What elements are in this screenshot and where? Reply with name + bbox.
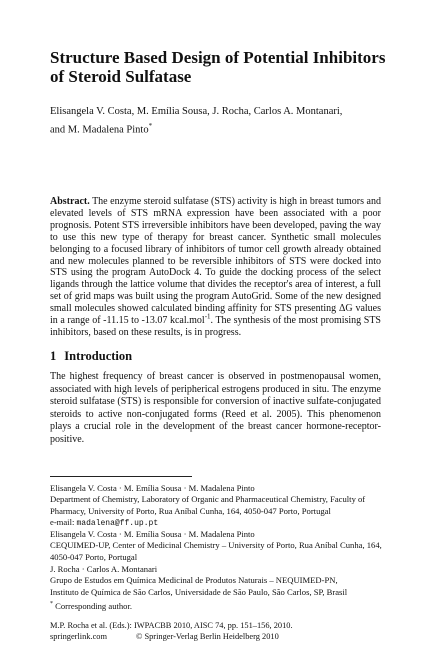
fn3-affiliation-2: Instituto de Química de São Carlos, Universidade de São Paulo, São Carlos, SP, Brasil <box>50 586 348 597</box>
authors-line-2-text: and M. Madalena Pinto <box>50 124 149 136</box>
fn2-affiliation: CEQUIMED-UP, Center of Medicinal Chemistry – University of Porto, Rua Aníbal Cunha, 164, 4050-047 Porto, Portugal <box>50 540 382 562</box>
fn2-names: Elisangela V. Costa · M. Emília Sousa · M. Madalena Pinto <box>50 529 255 539</box>
abstract-unit-exponent: -1 <box>204 312 211 321</box>
fn1-email-label: e-mail: <box>50 516 77 527</box>
abstract-label: Abstract. <box>50 196 90 207</box>
fn1-names: Elisangela V. Costa · M. Emília Sousa · M. Madalena Pinto <box>50 483 255 493</box>
fn3-names: J. Rocha · Carlos A. Montanari <box>50 564 158 574</box>
fn4-mark: * <box>50 601 53 607</box>
author-list <box>50 104 390 138</box>
section-number: 1 <box>50 349 57 363</box>
corresponding-author-mark: * <box>148 122 153 130</box>
fn3-affiliation-1: Grupo de Estudos em Química Medicinal de Produtos Naturais – NEQUIMED-PN, <box>50 575 338 586</box>
title-line-1: Structure Based Design of Potential Inhibitors <box>50 48 386 67</box>
paper-title <box>50 48 390 86</box>
footer-citation: M.P. Rocha et al. (Eds.): IWPACBB 2010, AISC 74, pp. 151–156, 2010. <box>50 621 293 630</box>
section-title: Introduction <box>64 349 133 363</box>
footer-site: springerlink.com <box>50 632 107 641</box>
affiliation-footnote-1 <box>50 483 385 529</box>
fn1-email-line <box>50 517 385 529</box>
introduction-paragraph: The highest frequency of breast cancer is observed in postmenopausal women, associated with high levels of peripherical estrogens produced in situ. The enzyme steroid sulfatase (STS) is responsible for conversion of inactive sulfate-conjugated steroids to active non-conjugated forms (Reed et al. 2005). This phenomenon plays a crucial role in the development of the breast cancer hormone-receptor-positive. <box>50 371 381 445</box>
authors-line-1: Elisangela V. Costa, M. Emília Sousa, J. Rocha, Carlos A. Montanari, <box>50 106 343 117</box>
footnote-divider <box>50 476 192 477</box>
affiliation-footnote-3 <box>50 564 385 598</box>
corresponding-author-footnote <box>50 599 385 612</box>
fn4-text: Corresponding author. <box>53 600 133 611</box>
section-heading <box>50 349 132 364</box>
title-line-2: of Steroid Sulfatase <box>50 67 192 86</box>
abstract <box>50 196 381 339</box>
page-footer <box>50 620 385 642</box>
footer-row-2 <box>50 631 385 642</box>
abstract-ending: . The synthesis of the most promising STS inhibitors, based on these results, is in progress. <box>50 315 381 338</box>
fn1-email[interactable]: madalena@ff.up.pt <box>76 518 159 528</box>
fn1-affiliation: Department of Chemistry, Laboratory of Organic and Pharmaceutical Chemistry, Faculty of Pharmacy, University of Porto, Rua Aníbal Cunha, 164, 4050-047 Porto, Portugal <box>50 494 366 516</box>
footer-copyright: © Springer-Verlag Berlin Heidelberg 2010 <box>136 632 279 641</box>
affiliation-footnote-2 <box>50 529 385 563</box>
authors-line-2 <box>50 119 390 138</box>
abstract-body: The enzyme steroid sulfatase (STS) activity is high in breast tumors and elevated levels of STS mRNA expression have been associated with a poor prognosis. Potent STS irreversible inhibitors have been developed, paving the way to use this new type of therapy for breast cancer. Synthetic small molecules belonging to a focused library of inhibitors of tumor cell growth already obtained and new molecules planned to be reversible inhibitors of STS were docked into STS using the program AutoDock 4. To guide the docking process of the select ligands through the lattice volume that divides the receptor's area of interest, a full set of grid maps was built using the program AutoGrid. Some of the new designed small molecules showed calculated binding affinity for STS presenting ΔG values in a range of -11.15 to -13.07 kcal.mol <box>50 196 381 327</box>
